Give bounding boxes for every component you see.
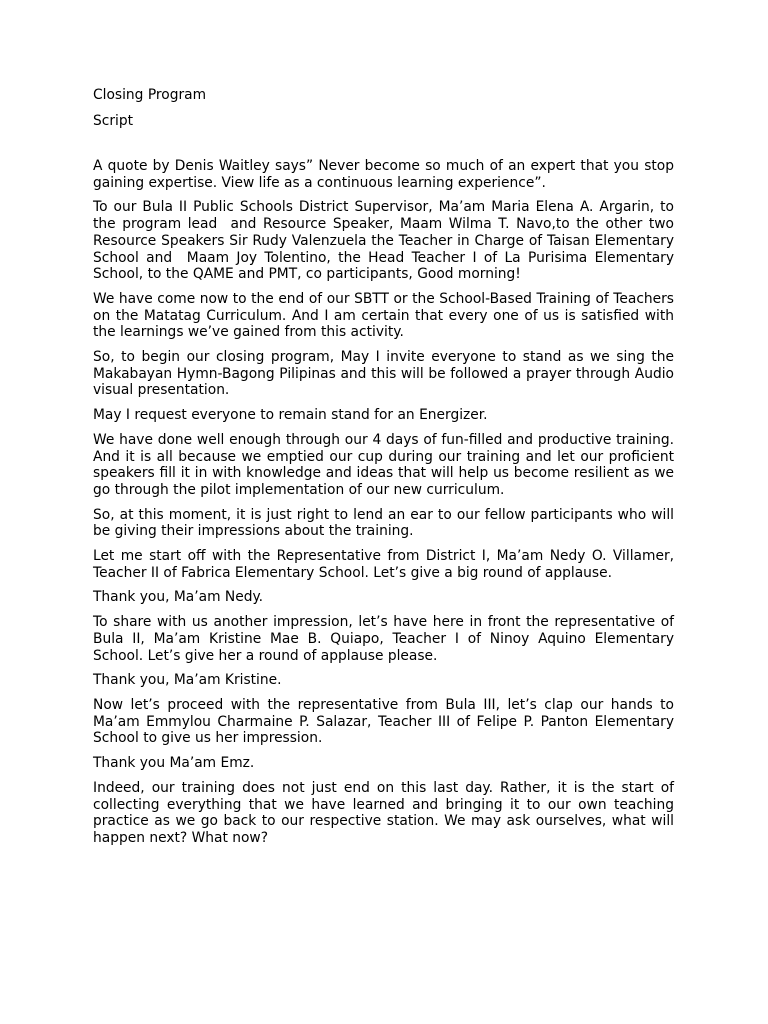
paragraph-hymn-prayer: So, to begin our closing program, May I invite everyone to stand as we sing the Makabayan Hymn-Bagong Pilipinas and this will be followed a prayer through Audio visual presentation. <box>93 349 679 399</box>
paragraph-thanks-nedy: Thank you, Ma’am Nedy. <box>93 589 264 606</box>
paragraph-bula-three: Now let’s proceed with the representative from Bula III, let’s clap our hands to Ma’am Emmylou Charmaine P. Salazar, Teacher III of Felipe P. Panton Elementary School to give us her impression. <box>93 696 679 747</box>
paragraph-bula-two: To share with us another impression, let’s have here in front the representative of Bula II, Ma’am Kristine Mae B. Quiapo, Teacher I of Ninoy Aquino Elementary School. Let’s give her a round of applause please. <box>93 614 679 664</box>
document-page <box>93 86 679 855</box>
paragraph-training-summary: We have done well enough through our 4 days of fun-filled and productive training. And it is all because we emptied our cup during our training and let our proficient speakers fill it in with knowledge and ideas that will help us become resilient as we go through the pilot implementation of our new curriculum. <box>93 431 679 498</box>
paragraph-end-of-training: We have come now to the end of our SBTT or the School-Based Training of Teachers on the Matatag Curriculum. And I am certain that every one of us is satisfied with the learnings we’ve gained from this activity. <box>93 290 679 341</box>
paragraph-energizer: May I request everyone to remain stand for an Energizer. <box>93 407 488 424</box>
document-subtitle: Script <box>93 113 134 129</box>
paragraph-thanks-emz: Thank you Ma’am Emz. <box>93 755 255 772</box>
document-title: Closing Program <box>93 87 207 103</box>
paragraph-greetings: To our Bula II Public Schools District Supervisor, Ma’am Maria Elena A. Argarin, to the program lead and Resource Speaker, Maam Wilma T. Navo,to the other two Resource Speakers Sir Rudy Valenzuela the Teacher in Charge of Taisan Elementary School and Maam Joy Tolentino, the Head Teacher I of La Purisima Elementary School, to the QAME and PMT, co participants, Good morning! <box>93 199 679 283</box>
paragraph-thanks-kristine: Thank you, Ma’am Kristine. <box>93 672 282 689</box>
paragraph-district-one: Let me start off with the Representative from District I, Ma’am Nedy O. Villamer, Teacher II of Fabrica Elementary School. Let’s give a big round of applause. <box>93 548 679 581</box>
paragraph-opening-quote: A quote by Denis Waitley says” Never become so much of an expert that you stop gaining expertise. View life as a continuous learning experience”. <box>93 158 679 191</box>
document-body <box>93 158 679 847</box>
paragraph-impressions-intro: So, at this moment, it is just right to lend an ear to our fellow participants who will be giving their impressions about the training. <box>93 506 679 540</box>
paragraph-closing-reflection: Indeed, our training does not just end on this last day. Rather, it is the start of collecting everything that we have learned and bringing it to our own teaching practice as we go back to our respective station. We may ask ourselves, what will happen next? What now? <box>93 779 679 846</box>
